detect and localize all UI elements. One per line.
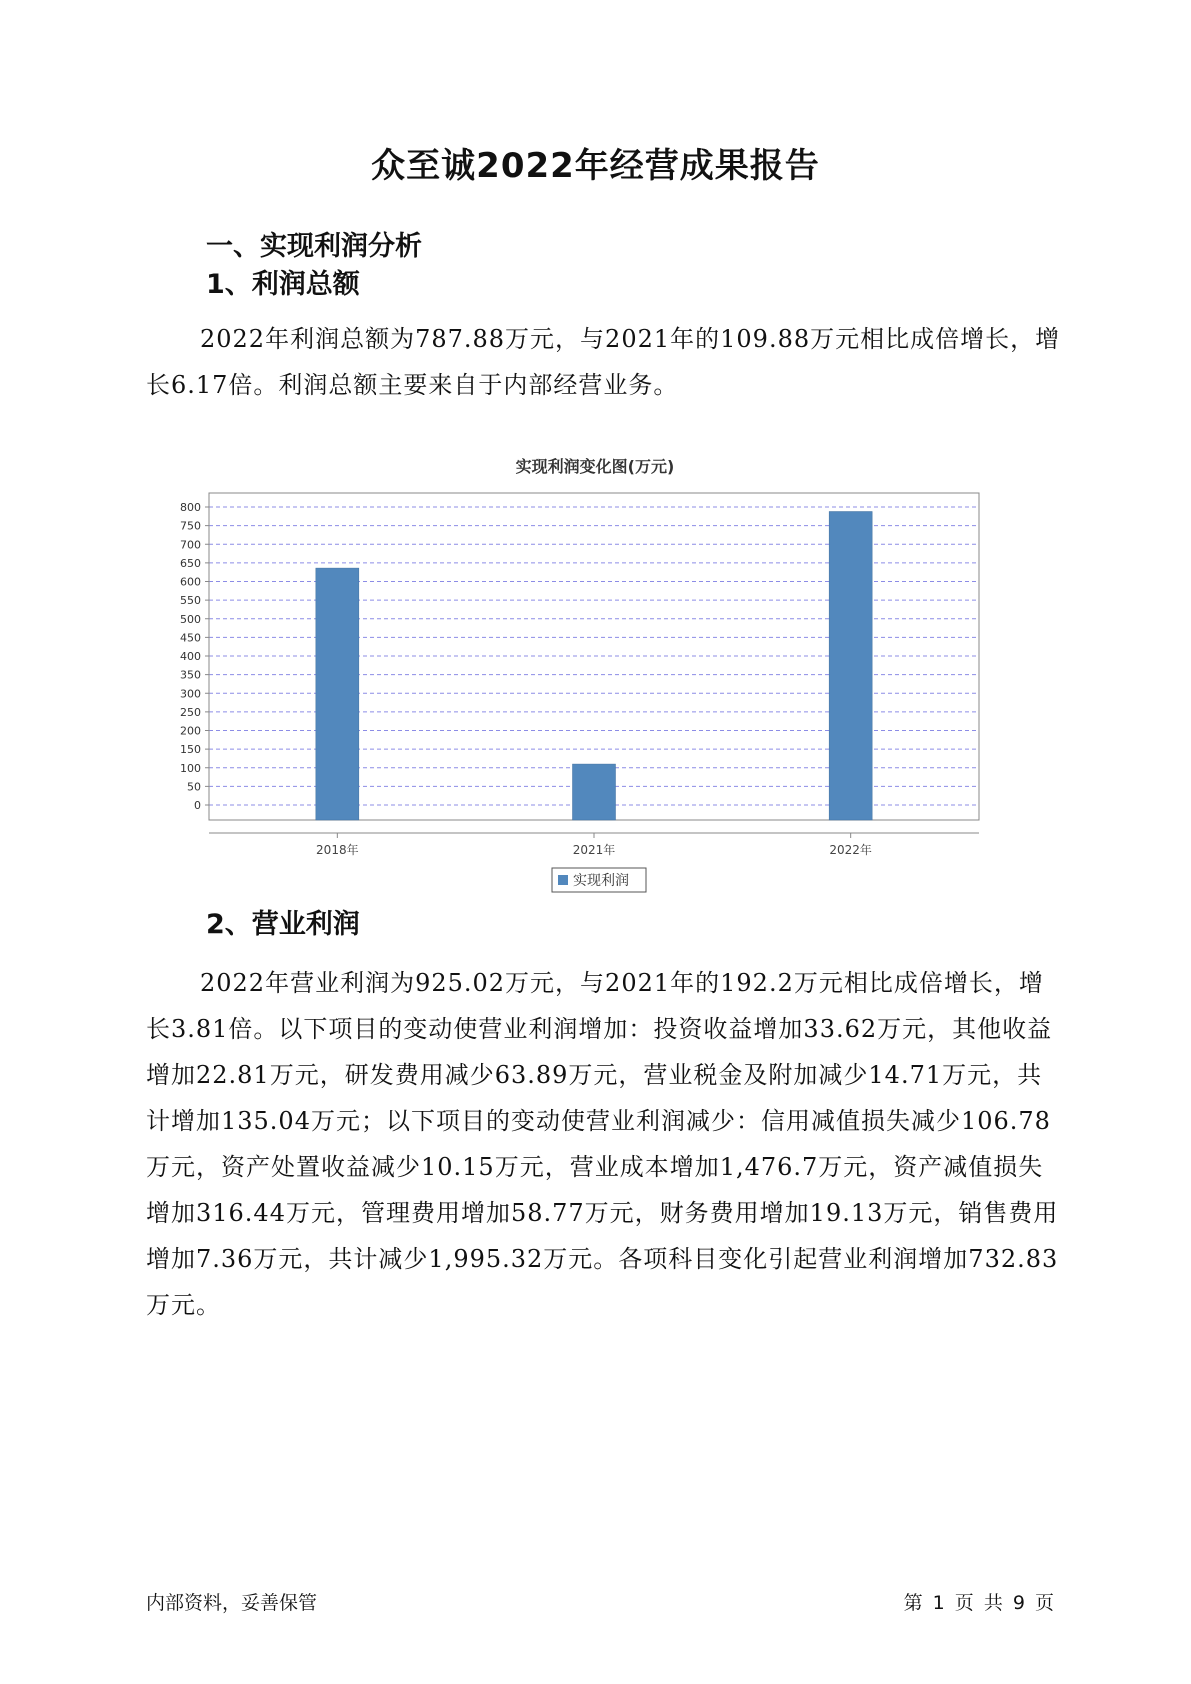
section-heading-profit-analysis: 一、实现利润分析	[206, 231, 422, 262]
y-tick-label: 500	[180, 612, 201, 626]
bar	[573, 764, 616, 820]
y-tick-label: 250	[180, 705, 201, 719]
report-title: 众至诚2022年经营成果报告	[371, 146, 820, 186]
chart-legend	[552, 868, 646, 892]
y-tick-label: 0	[194, 799, 201, 812]
x-tick-label: 2022年	[829, 843, 872, 857]
y-tick-label: 450	[180, 631, 201, 645]
y-axis-ticks	[180, 501, 209, 812]
legend-swatch	[558, 875, 568, 885]
x-axis-ticks	[316, 833, 872, 857]
paragraph-total-profit	[146, 316, 1062, 408]
y-tick-label: 600	[180, 575, 201, 589]
bar	[316, 568, 359, 820]
chart-svg	[160, 450, 960, 889]
subsection-heading-total-profit: 1、利润总额	[206, 269, 360, 300]
chart-bars	[316, 512, 872, 820]
y-tick-label: 650	[180, 556, 201, 570]
y-tick-label: 300	[180, 687, 201, 701]
paragraph-operating-profit	[146, 960, 1062, 1328]
subsection-heading-operating-profit: 2、营业利润	[206, 909, 360, 940]
x-tick-label: 2018年	[316, 843, 359, 857]
chart-title: 实现利润变化图(万元)	[515, 457, 675, 476]
x-tick-label: 2021年	[572, 843, 616, 857]
y-tick-label: 400	[180, 650, 201, 663]
y-tick-label: 350	[180, 668, 201, 682]
bar	[829, 512, 872, 820]
profit-bar-chart	[160, 450, 960, 889]
y-tick-label: 750	[180, 519, 201, 533]
footer-confidential-note: 内部资料，妥善保管	[146, 1592, 318, 1614]
paragraph-operating-profit-text: 2022年营业利润为925.02万元，与2021年的192.2万元相比成倍增长，增长3.81倍。以下项目的变动使营业利润增加：投资收益增加33.62万元，其他收益增加22.81万元，研发费用减少63.89万元，营业税金及附加减少14.71万元，共计增加135.04万元；以下项目的变动使营业利润减少：信用减值损失减少106.78万元，资产处置收益减少10.15万元，营业成本增加1,476.7万元，资产减值损失增加316.44万元，管理费用增加58.77万元，财务费用增加19.13万元，销售费用增加7.36万元，共计减少1,995.32万元。各项科目变化引起营业利润增加732.83万元。	[146, 969, 1059, 1319]
y-tick-label: 800	[180, 501, 201, 514]
y-tick-label: 150	[180, 743, 201, 757]
legend-label: 实现利润	[573, 873, 629, 889]
y-tick-label: 100	[180, 761, 201, 775]
footer-page-number: 第 1 页 共 9 页	[903, 1592, 1054, 1614]
y-tick-label: 550	[180, 594, 201, 608]
y-tick-label: 200	[180, 724, 201, 738]
paragraph-total-profit-text: 2022年利润总额为787.88万元，与2021年的109.88万元相比成倍增长，增长6.17倍。利润总额主要来自于内部经营业务。	[146, 325, 1061, 399]
y-tick-label: 50	[187, 780, 201, 794]
y-tick-label: 700	[180, 538, 201, 552]
